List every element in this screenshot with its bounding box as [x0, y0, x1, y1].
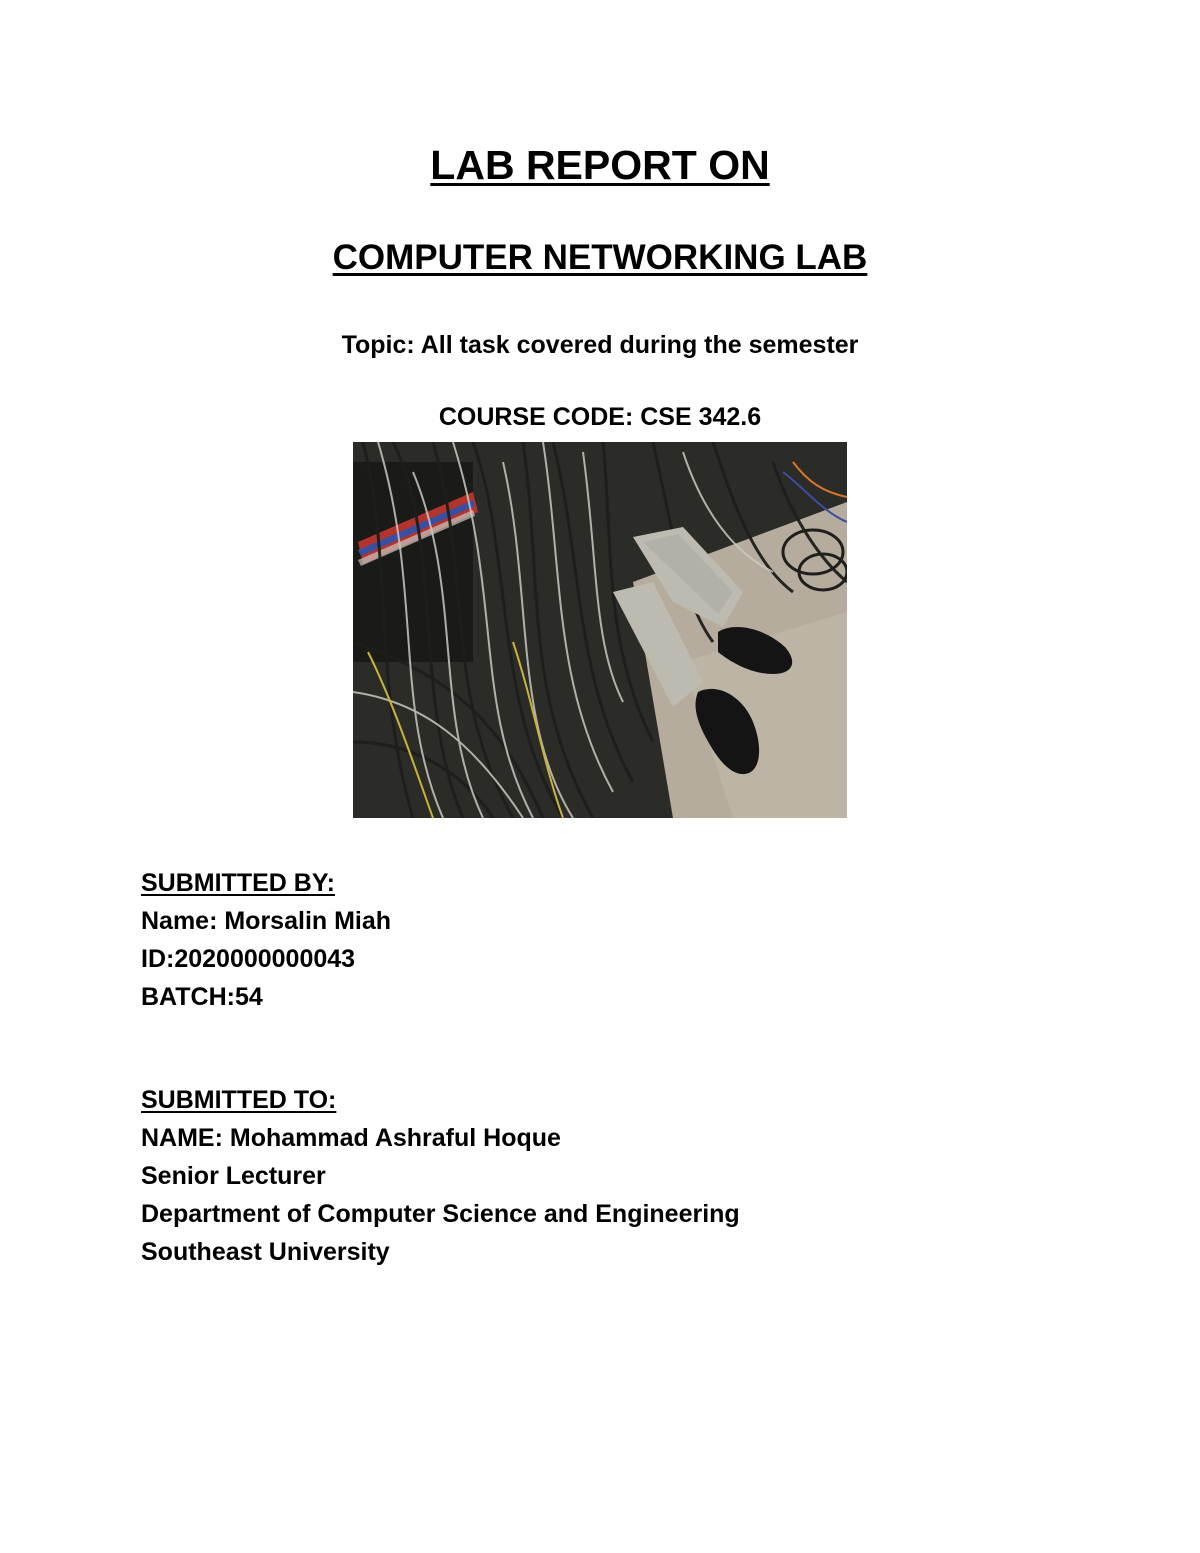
submitted-to-heading: SUBMITTED TO:	[141, 1086, 337, 1114]
cable-tangle-illustration	[353, 442, 847, 818]
student-id: ID:2020000000043	[141, 945, 356, 973]
teacher-designation: Senior Lecturer	[141, 1162, 326, 1190]
course-code: COURSE CODE: CSE 342.6	[438, 403, 762, 431]
submitted-by-section	[141, 864, 391, 1016]
teacher-name-label: NAME:	[141, 1124, 223, 1152]
student-name: Name: Morsalin Miah	[141, 907, 392, 935]
submitted-to-section	[141, 1081, 740, 1271]
lab-name: COMPUTER NETWORKING LAB	[332, 238, 868, 277]
cover-photo	[353, 442, 847, 818]
teacher-name: Mohammad Ashraful Hoque	[229, 1124, 561, 1152]
submitted-by-heading: SUBMITTED BY:	[141, 869, 335, 897]
teacher-department: Department of Computer Science and Engineering	[141, 1200, 740, 1228]
student-batch: BATCH:54	[141, 983, 263, 1011]
teacher-university: Southeast University	[141, 1238, 390, 1266]
teacher-name-line	[141, 1119, 740, 1157]
report-topic: Topic: All task covered during the semester	[341, 331, 859, 359]
report-title: LAB REPORT ON	[430, 142, 770, 188]
